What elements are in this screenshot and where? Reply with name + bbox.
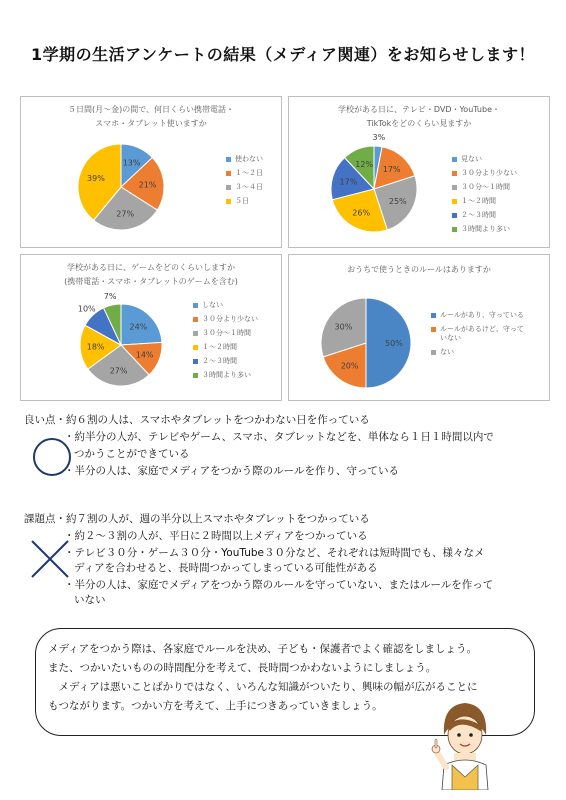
pie-slice-label: 3%	[372, 133, 386, 143]
legend-item	[452, 197, 517, 206]
chart-title-line: スマホ・タブレット使いますか	[95, 119, 207, 128]
legend-label: １～２時間	[202, 343, 237, 351]
legend-swatch	[226, 171, 231, 176]
legend-swatch	[193, 373, 198, 378]
legend-swatch	[452, 185, 457, 190]
issue-points	[24, 512, 544, 608]
legend-swatch	[452, 157, 457, 162]
issue-point: いない	[74, 594, 106, 606]
legend-label: ３０分より少ない	[202, 315, 258, 323]
pie-slice-label: 17%	[382, 165, 401, 175]
legend-item	[193, 315, 258, 324]
legend-swatch	[193, 303, 198, 308]
pie-slice-label: 13%	[122, 158, 141, 168]
legend-item	[452, 169, 517, 178]
advice-line: もつながります。つかい方を考えて、上手につきあっていきましょう。	[48, 700, 383, 712]
legend-item	[431, 311, 524, 320]
legend-label: しない	[202, 301, 223, 309]
pie-slice-label: 24%	[129, 322, 148, 332]
legend-item	[452, 225, 517, 234]
legend-swatch	[431, 313, 436, 318]
pie-slice-label: 12%	[355, 160, 374, 170]
good-point: 半分の人は、家庭でメディアをつかう際のルールを作り、守っている	[74, 465, 399, 477]
legend-swatch	[193, 359, 198, 364]
advice-line: メディアは悪いことばかりではなく、いろんな知識がついたり、興味の幅が広がることに	[48, 681, 478, 693]
pie-slice-label: 18%	[86, 342, 105, 352]
legend-label: 使わない	[235, 155, 263, 163]
pie-slice-label: 50%	[385, 339, 403, 348]
legend-swatch	[452, 227, 457, 232]
legend-label: ルールがあるけど、守って いない	[440, 325, 524, 342]
legend-item	[193, 301, 258, 310]
chart-legend	[452, 155, 517, 239]
pie-slice-label: 14%	[135, 350, 154, 360]
legend-label: ３０分～１時間	[461, 183, 510, 191]
good-points-line	[24, 413, 544, 428]
good-point: 約半分の人が、テレビやゲーム、スマホ、タブレットなどを、単体なら１日１時間以内で	[74, 431, 494, 443]
pie-slice-label: 21%	[138, 180, 157, 190]
legend-label: ２～３時間	[202, 357, 237, 365]
legend-item	[226, 155, 263, 164]
teacher-illustration	[430, 695, 500, 790]
chart-title-line: (携帯電話・スマホ・タブレットのゲームを含む)	[64, 277, 238, 286]
chart-box-days	[20, 96, 282, 248]
issue-point: 半分の人は、家庭でメディアをつかう際のルールを守っていない、またはルールを作って	[74, 579, 494, 591]
issue-point: 約７割の人が、週の半分以上スマホやタブレットをつかっている	[66, 513, 370, 525]
legend-item	[452, 183, 517, 192]
good-circle-icon	[33, 438, 71, 476]
legend-item	[226, 197, 263, 206]
legend-swatch	[226, 199, 231, 204]
legend-item	[226, 169, 263, 178]
good-heading: 良い点・	[24, 414, 66, 426]
chart-legend	[431, 311, 524, 362]
good-point: つかうことができている	[74, 448, 190, 460]
chart-title-line: 学校がある日に、テレビ・DVD・YouTube・	[337, 105, 501, 114]
legend-label: ルールがあり、守っている	[440, 311, 524, 319]
pie-slice-label: 30%	[334, 322, 353, 332]
legend-item	[193, 329, 258, 338]
pie-slice-label: 27%	[116, 209, 135, 219]
legend-item	[193, 357, 258, 366]
legend-swatch	[431, 350, 436, 355]
good-points	[24, 413, 544, 479]
legend-label: １～２日	[235, 169, 263, 177]
legend-swatch	[226, 157, 231, 162]
issue-point: ディアを合わせると、長時間つかってしまっている可能性がある	[74, 562, 378, 574]
good-points-line	[24, 447, 544, 462]
legend-swatch	[452, 171, 457, 176]
good-points-line: ・約半分の人が、テレビやゲーム、スマホ、タブレットなどを、単体なら１日１時間以内で	[64, 431, 494, 443]
chart-title-line: ５日間(月～金)の間で、何日くらい携帯電話・	[67, 105, 235, 114]
issue-cross-icon	[28, 537, 72, 581]
chart-title-line: 学校がある日に、ゲームをどのくらいしますか	[67, 263, 235, 272]
legend-label: ３時間より多い	[202, 371, 251, 379]
chart-legend	[226, 155, 263, 211]
advice-line: メディアをつかう際は、各家庭でルールを決め、子ども・保護者でよく確認をしましょう。	[48, 643, 478, 655]
issue-heading: 課題点・	[24, 513, 66, 525]
legend-swatch	[452, 199, 457, 204]
legend-item	[452, 155, 517, 164]
legend-item	[452, 211, 517, 220]
legend-swatch	[226, 185, 231, 190]
legend-label: 見ない	[461, 155, 482, 163]
pie-slice-label: 20%	[340, 361, 359, 371]
issue-line: ・約２～３割の人が、平日に２時間以上メディアをつかっている	[64, 530, 368, 542]
legend-label: ５日	[235, 197, 249, 205]
legend-label: ３０分～１時間	[202, 329, 251, 337]
issue-line: ・テレビ３０分・ゲーム３０分・YouTube３０分など、それぞれは短時間でも、様々なメ	[64, 547, 485, 559]
page-title: 1学期の生活アンケートの結果（メディア関連）をお知らせします！	[31, 45, 535, 64]
pie-slice-label: 39%	[87, 173, 105, 183]
chart-box-tv	[288, 96, 550, 248]
legend-swatch	[193, 317, 198, 322]
issue-line	[24, 593, 544, 608]
legend-swatch	[193, 331, 198, 336]
chart-box-rules	[288, 254, 550, 401]
chart-title-line: おうちで使うときのルールはありますか	[347, 265, 491, 274]
legend-swatch	[431, 327, 436, 332]
legend-label: ない	[440, 348, 454, 356]
legend-label: ３０分より少ない	[461, 169, 517, 177]
chart-title-line: TikTokをどのくらい見ますか	[366, 119, 472, 128]
chart-box-game	[20, 254, 282, 401]
legend-item	[193, 371, 258, 380]
legend-label: ３～４日	[235, 183, 263, 191]
legend-swatch	[452, 213, 457, 218]
pie-slice-label: 7%	[103, 292, 117, 302]
good-points-line: ・半分の人は、家庭でメディアをつかう際のルールを作り、守っている	[64, 465, 399, 477]
advice-line: また、つかいたいものの時間配分を考えて、長時間つかわないようにしましょう。	[48, 662, 437, 674]
legend-label: ２～３時間	[461, 211, 496, 219]
legend-swatch	[193, 345, 198, 350]
pie-slice-label: 25%	[388, 197, 407, 207]
legend-label: ３時間より多い	[461, 225, 510, 233]
pie-slice-label: 17%	[339, 177, 358, 187]
legend-item	[431, 348, 524, 357]
issue-line	[24, 561, 544, 576]
chart-legend	[193, 301, 258, 385]
issue-line: ・半分の人は、家庭でメディアをつかう際のルールを守っていない、またはルールを作って	[64, 579, 494, 591]
pie-slice-label: 27%	[109, 366, 128, 376]
issue-point: 約２～３割の人が、平日に２時間以上メディアをつかっている	[74, 530, 368, 542]
good-point: 約６割の人は、スマホやタブレットをつかわない日を作っている	[66, 414, 370, 426]
issue-line	[24, 512, 544, 527]
pie-slice-label: 10%	[77, 304, 96, 314]
legend-item	[193, 343, 258, 352]
legend-item	[431, 325, 524, 343]
issue-point: テレビ３０分・ゲーム３０分・YouTube３０分など、それぞれは短時間でも、様々なメ	[74, 547, 485, 559]
legend-label: １～２時間	[461, 197, 496, 205]
legend-item	[226, 183, 263, 192]
pie-slice-label: 26%	[352, 208, 371, 218]
